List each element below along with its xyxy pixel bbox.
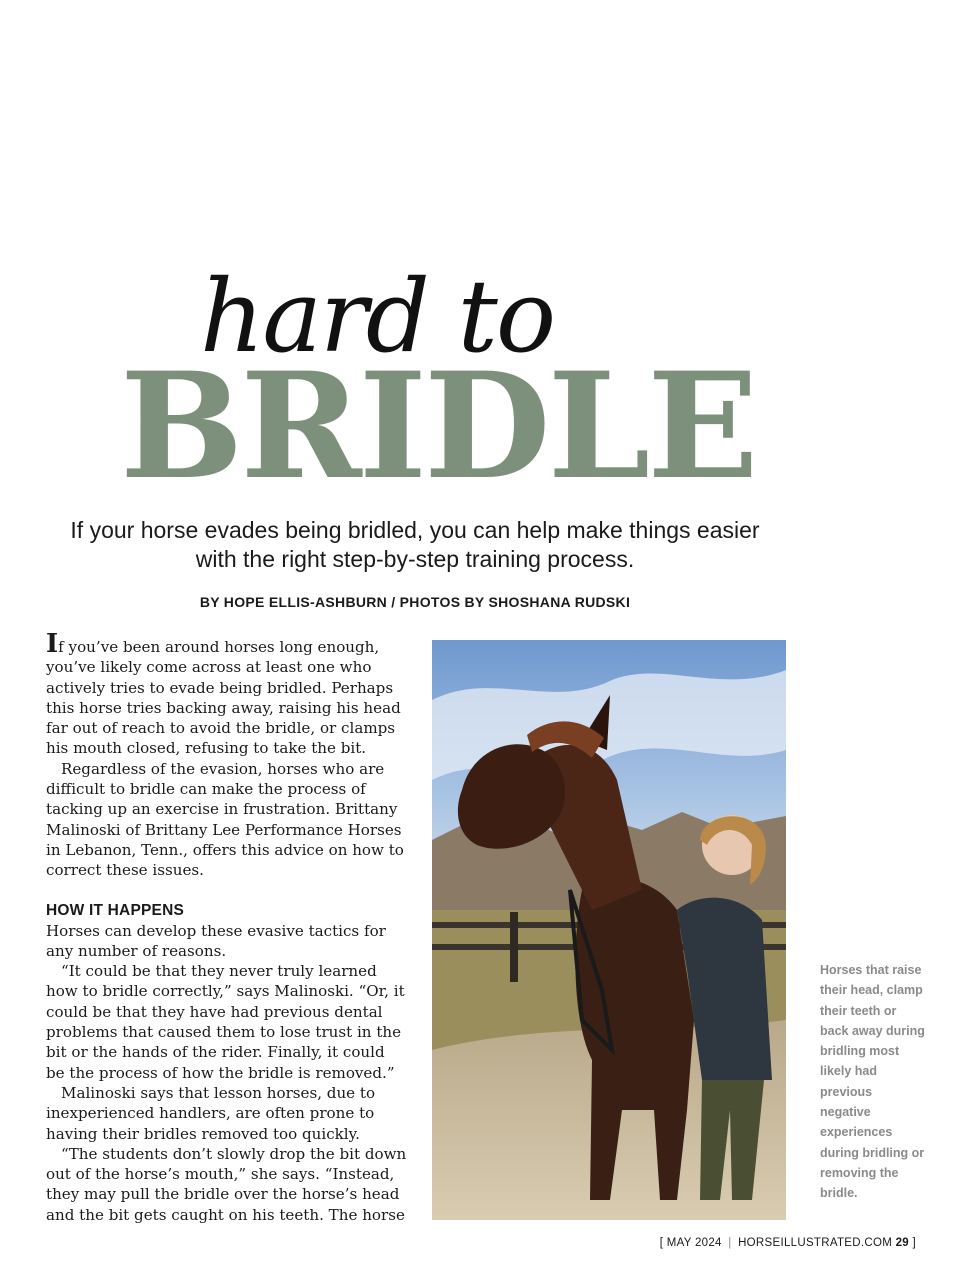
fence-post (510, 912, 518, 982)
horse-and-handler-photo (432, 640, 786, 1220)
footer-page-number: 29 (895, 1237, 909, 1249)
article-body (46, 629, 408, 1225)
footer-bracket-open: [ (659, 1237, 664, 1249)
title-script-line: hard to (200, 258, 555, 375)
body-paragraph: “It could be that they never truly learned how to bridle correctly,” says Malinoski. “Or, it could be that they have had previous dental problems that caused them to lose trust in the bit or the hands of the rider. Finally, it could be the process of how the bridle is removed.” (46, 962, 405, 1082)
title-main-line: BRIDLE (120, 341, 756, 512)
footer-divider: | (728, 1237, 732, 1249)
article-dek: If your horse evades being bridled, you can help make things easier with the right step-by-step training process. (70, 517, 760, 572)
page-footer (660, 1237, 916, 1249)
body-paragraph-text: f you’ve been around horses long enough, you’ve likely come across at least one who actively tries to evade being bridled. Perhaps this horse tries backing away, raising his head far out of reach to avoid the bridle, or clamps his mouth closed, refusing to take the bit. (46, 638, 401, 758)
footer-issue: MAY 2024 (666, 1237, 722, 1249)
section-heading: HOW IT HAPPENS (46, 901, 185, 919)
body-paragraph: “The students don’t slowly drop the bit down out of the horse’s mouth,” she says. “Instead, they may pull the bridle over the horse’s head and the bit gets caught on his teeth. The horse (46, 1144, 407, 1224)
body-paragraph: Regardless of the evasion, horses who are difficult to bridle can make the process of tacking up an exercise in frustration. Brittany Malinoski of Brittany Lee Performance Horses in Lebanon, Tenn., offers this advice on how to correct these issues. (46, 759, 404, 880)
photo-caption: Horses that raise their head, clamp their teeth or back away during bridling most likely had previous negative experiences during bridling or removing the bridle. (820, 963, 925, 1201)
body-paragraph (46, 629, 408, 759)
body-paragraph: Horses can develop these evasive tactics for any number of reasons. (46, 921, 386, 960)
drop-cap: I (46, 629, 59, 659)
body-paragraph: Malinoski says that lesson horses, due to inexperienced handlers, are often prone to having their bridles removed too quickly. (46, 1083, 376, 1143)
article-byline: BY HOPE ELLIS-ASHBURN / PHOTOS BY SHOSHANA RUDSKI (199, 594, 631, 610)
footer-site: HORSEILLUSTRATED.COM (738, 1237, 893, 1249)
footer-bracket-close: ] (912, 1237, 916, 1249)
